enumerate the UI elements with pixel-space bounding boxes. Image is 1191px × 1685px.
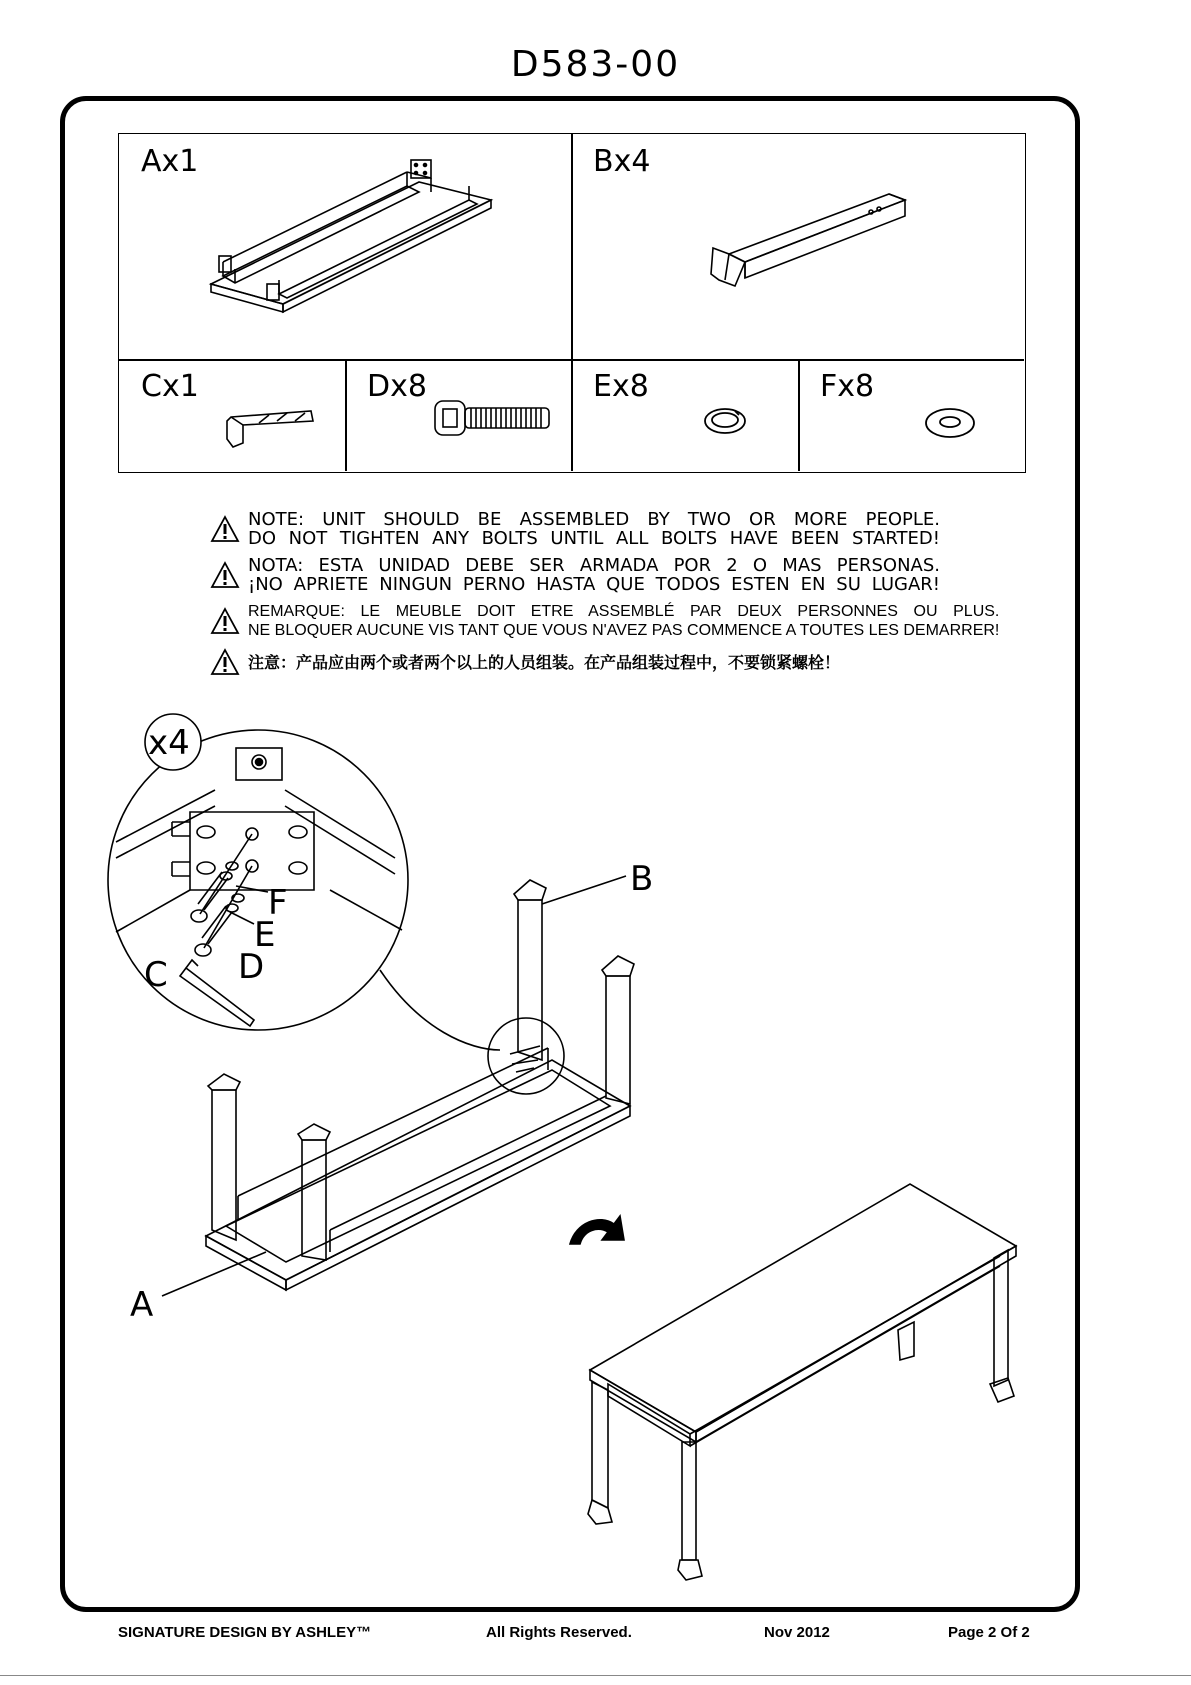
repeat-count-label: x4 <box>148 723 190 763</box>
note-line: NOTE: UNIT SHOULD BE ASSEMBLED BY TWO OR MORE PEOPLE. <box>248 509 940 530</box>
footer-brand: SIGNATURE DESIGN BY ASHLEY™ <box>118 1624 372 1641</box>
part-label: Cx1 <box>141 369 199 404</box>
note-line: ¡NO APRIETE NINGUN PERNO HASTA QUE TODOS ESTEN EN SU LUGAR! <box>248 574 940 595</box>
model-number: D583-00 <box>510 44 681 85</box>
note-line: 注意：产品应由两个或者两个以上的人员组装。在产品组装过程中，不要锁紧螺栓！ <box>248 652 841 672</box>
note-line: NE BLOQUER AUCUNE VIS TANT QUE VOUS N'AVEZ PAS COMMENCE A TOUTES LES DEMARRER! <box>248 622 1000 639</box>
callout-a: A <box>130 1285 154 1325</box>
footer-page: Page 2 Of 2 <box>948 1624 1030 1641</box>
callout-e: E <box>254 915 276 955</box>
note-line: REMARQUE: LE MEUBLE DOIT ETRE ASSEMBLÉ PAR DEUX PERSONNES OU PLUS. <box>248 603 1000 620</box>
flip-arrow-icon <box>570 1216 624 1244</box>
callout-d: D <box>238 947 265 987</box>
footer-date: Nov 2012 <box>764 1624 830 1641</box>
callout-f: F <box>268 883 288 923</box>
note-line: NOTA: ESTA UNIDAD DEBE SER ARMADA POR 2 O MAS PERSONAS. <box>248 555 940 576</box>
bottom-rule <box>0 1675 1191 1676</box>
callout-b: B <box>630 859 654 899</box>
bench-assembled <box>588 1184 1016 1580</box>
part-label: Bx4 <box>593 144 651 179</box>
part-label: Ax1 <box>141 144 199 179</box>
part-label: Ex8 <box>593 369 649 404</box>
callout-c: C <box>144 955 168 995</box>
footer-rights: All Rights Reserved. <box>486 1624 632 1641</box>
part-label: Dx8 <box>367 369 427 404</box>
note-line: DO NOT TIGHTEN ANY BOLTS UNTIL ALL BOLTS HAVE BEEN STARTED! <box>248 528 940 549</box>
page-footer <box>0 1624 1191 1648</box>
detail-view <box>108 714 408 1030</box>
part-label: Fx8 <box>820 369 875 404</box>
